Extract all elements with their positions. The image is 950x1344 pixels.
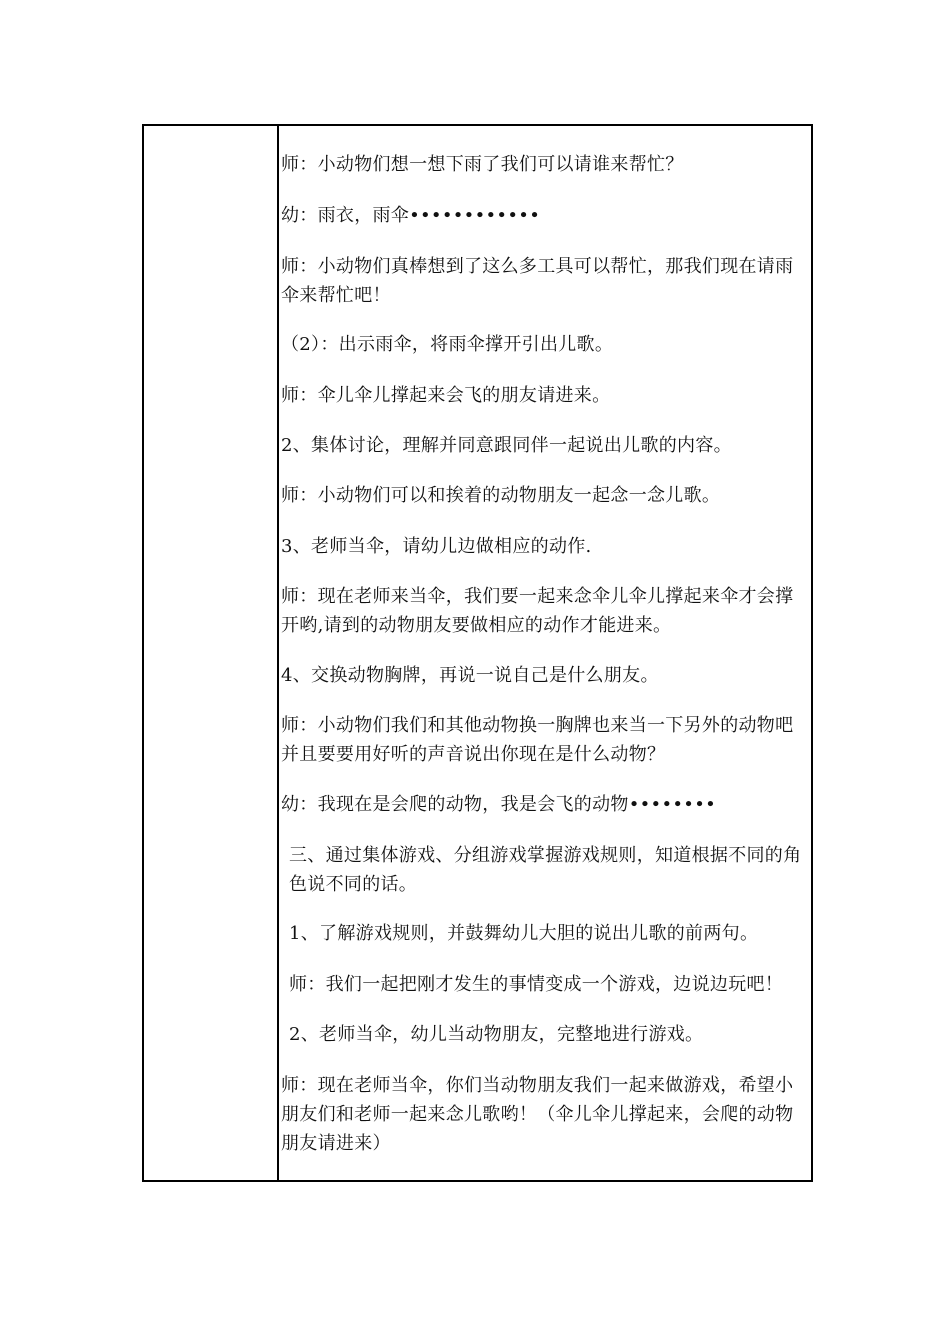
paragraph: 师：小动物们真棒想到了这么多工具可以帮忙，那我们现在请雨伞来帮忙吧！	[281, 256, 794, 306]
paragraph: 2、集体讨论，理解并同意跟同伴一起说出儿歌的内容。	[281, 435, 732, 456]
paragraph: 幼：雨衣，雨伞••••••••••••	[281, 205, 541, 226]
paragraph: 师：小动物们可以和挨着的动物朋友一起念一念儿歌。	[281, 485, 721, 506]
paragraph: 幼：我现在是会爬的动物，我是会飞的动物••••••••	[281, 794, 717, 815]
paragraph: 师：小动物们我们和其他动物换一胸牌也来当一下另外的动物吧并且要要用好听的声音说出你现在是什么动物？	[281, 715, 794, 765]
paragraph: 三、通过集体游戏、分组游戏掌握游戏规则，知道根据不同的角色说不同的话。	[289, 845, 802, 895]
paragraph: 1、了解游戏规则，并鼓舞幼儿大胆的说出儿歌的前两句。	[289, 923, 759, 944]
paragraph: 4、交换动物胸牌，再说一说自己是什么朋友。	[281, 665, 659, 686]
paragraph: 3、老师当伞，请幼儿边做相应的动作.	[281, 536, 592, 557]
paragraph: 师：现在老师来当伞，我们要一起来念伞儿伞儿撑起来伞才会撑开哟,请到的动物朋友要做相应的动作才能进来。	[281, 586, 794, 636]
table-left-column	[144, 126, 279, 1180]
paragraph: 师：伞儿伞儿撑起来会飞的朋友请进来。	[281, 385, 611, 406]
paragraph: （2）：出示雨伞，将雨伞撑开引出儿歌。	[281, 334, 614, 355]
paragraph: 师：现在老师当伞，你们当动物朋友我们一起来做游戏，希望小朋友们和老师一起来念儿歌哟！（伞儿伞儿撑起来，会爬的动物朋友请进来）	[281, 1075, 794, 1154]
paragraph: 师：我们一起把刚才发生的事情变成一个游戏，边说边玩吧！	[289, 974, 784, 995]
paragraph: 师：小动物们想一想下雨了我们可以请谁来帮忙？	[281, 154, 684, 175]
lesson-table	[142, 124, 813, 1182]
table-right-column	[279, 126, 811, 1180]
paragraph: 2、老师当伞，幼儿当动物朋友，完整地进行游戏。	[289, 1024, 704, 1045]
